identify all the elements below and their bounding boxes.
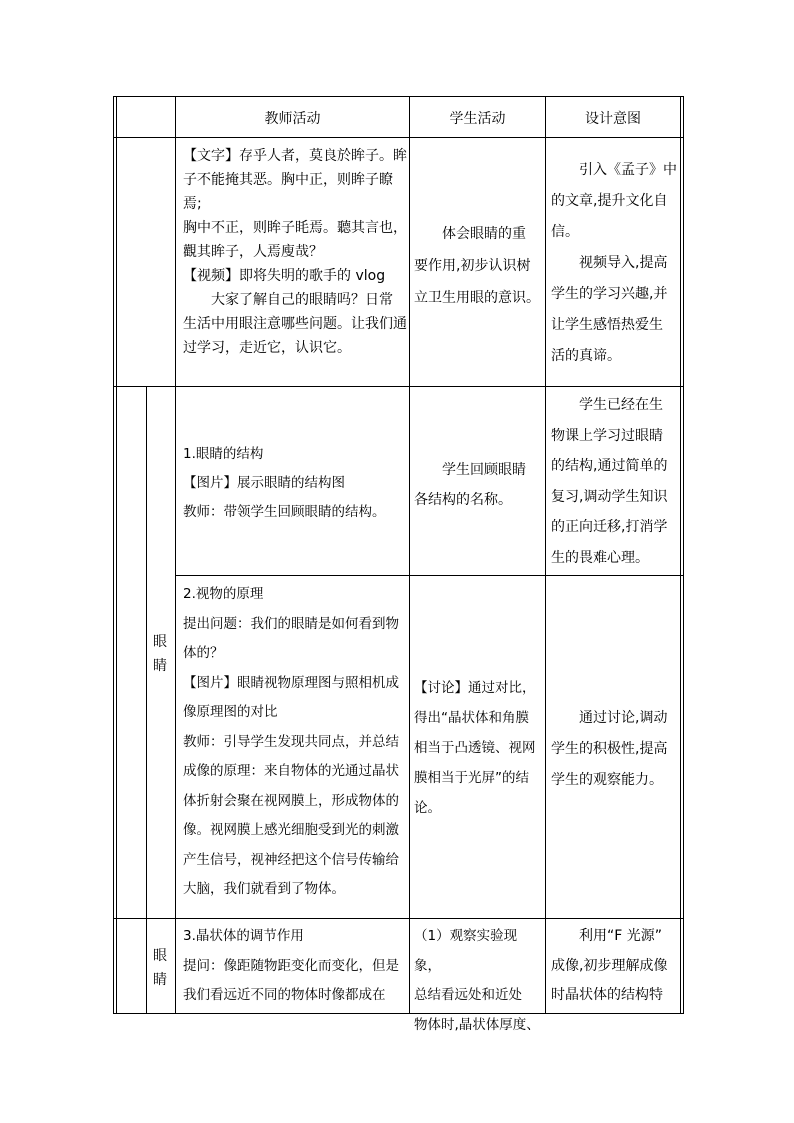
text-line: 学生的观察能力。	[551, 772, 663, 788]
text-line: 立卫生用眼的意识。	[414, 290, 540, 306]
text-line: 过学习，走近它，认识它。	[183, 340, 351, 356]
text-line: 体会眼睛的重	[414, 226, 526, 242]
text-line: 教师：带领学生回顾眼睛的结构。	[183, 504, 386, 520]
table-row-divider	[175, 575, 683, 576]
text-line: 学生的积极性,提高	[551, 741, 668, 757]
row3-student-activity	[414, 673, 544, 823]
text-line: 1.眼睛的结构	[183, 446, 264, 462]
table-row-divider	[113, 137, 683, 138]
text-line: 胸中不正，则眸子眊焉。聽其言也，	[183, 220, 407, 236]
text-line: 【图片】展示眼睛的结构图	[183, 475, 345, 491]
section-label-eyes: 眼 睛	[153, 948, 167, 988]
row2-student-activity	[414, 455, 544, 515]
column-divider-student	[409, 96, 410, 1014]
row1-design-intent	[551, 155, 679, 372]
text-line: 体折射会聚在视网膜上，形成物体的	[183, 792, 399, 809]
section-label-eyes: 眼 睛	[153, 634, 167, 674]
text-line: 2.视物的原理	[183, 586, 264, 602]
text-line: 子不能掩其恶。胸中正，则眸子瞭焉;	[183, 172, 393, 212]
text-line: 产生信号，视神经把这个信号传输给	[183, 851, 399, 868]
text-line: 通过讨论,调动	[551, 710, 668, 726]
text-line: 成像,初步理解成像	[551, 957, 668, 974]
text-line: 像。视网膜上感光细胞受到光的刺激	[183, 822, 399, 838]
text-line: 让学生感悟热爱生	[551, 317, 663, 333]
text-line: 3.晶状体的调节作用	[183, 928, 304, 944]
row3-design-intent	[551, 703, 679, 796]
text-line: 【图片】眼睛视物原理图与照相机成	[183, 674, 399, 691]
table-row-divider	[113, 386, 683, 387]
table-border-right	[680, 96, 681, 1014]
text-line: 的文章,提升文化自	[551, 193, 668, 209]
text-line: 物体时,晶状体厚度、	[414, 1016, 540, 1033]
text-line: 【视频】即将失明的歌手的 vlog	[183, 268, 386, 284]
text-line: 学生的学习兴趣,并	[551, 286, 668, 302]
text-line: （1）观察实验现象，	[414, 928, 518, 974]
text-line: 学生已经在生	[551, 397, 663, 413]
text-line: 提问：像距随物距变化而变化，但是	[183, 957, 399, 974]
text-line: 信。	[551, 224, 579, 240]
text-line: 时晶状体的结构特	[551, 987, 663, 1003]
text-line: 成像的原理：来自物体的光通过晶状	[183, 763, 399, 779]
table-border-right-outer	[683, 96, 684, 1014]
text-line: 要作用,初步认识树	[414, 258, 531, 274]
row2-teacher-activity	[183, 440, 408, 527]
text-line: 复习,调动学生知识	[551, 488, 668, 505]
text-line: 论。	[414, 800, 441, 816]
table-row-divider	[113, 918, 683, 919]
text-line: 活的真谛。	[551, 348, 621, 364]
table-border-bottom	[113, 1013, 683, 1014]
text-line: 生活中用眼注意哪些问题。让我们通	[183, 316, 407, 332]
text-line: 总结看远处和近处	[414, 987, 522, 1003]
text-line: 膜相当于光屏”的结	[414, 770, 529, 786]
text-line: 学生回顾眼睛	[414, 462, 526, 478]
text-line: 相当于凸透镜、视网	[414, 740, 536, 756]
header-design-intent: 设计意图	[585, 111, 641, 127]
column-divider-design	[545, 96, 546, 1014]
table-border-top	[113, 96, 683, 97]
text-line: 的正向迁移,打消学	[551, 519, 668, 535]
row1-student-activity	[414, 218, 544, 314]
row4-design-intent	[551, 922, 679, 1011]
text-line: 的结构,通过简单的	[551, 458, 668, 474]
text-line: 像原理图的对比	[183, 704, 278, 720]
text-line: 得出“晶状体和角膜	[414, 710, 529, 726]
section-column-divider	[146, 386, 147, 1013]
row2-design-intent	[551, 390, 679, 573]
text-line: 各结构的名称。	[414, 492, 512, 508]
text-line: 教师：引导学生发现共同点，并总结	[183, 733, 399, 750]
text-line: 觀其眸子，人焉廋哉？	[183, 244, 323, 260]
text-line: 视频导入,提高	[551, 255, 668, 271]
row1-teacher-activity	[183, 144, 408, 360]
header-student-activity: 学生活动	[449, 111, 506, 127]
text-line: 体的？	[183, 645, 224, 661]
text-line: 我们看远近不同的物体时像都成在	[183, 987, 386, 1003]
text-line: 【讨论】通过对比，	[414, 680, 536, 696]
text-line: 引入《孟子》中	[551, 162, 677, 178]
header-teacher-activity: 教师活动	[264, 111, 321, 127]
text-line: 生的畏难心理。	[551, 549, 649, 566]
text-line: 利用“F 光源”	[551, 928, 663, 944]
table-border-left	[113, 96, 114, 1014]
row4-teacher-activity	[183, 922, 408, 1011]
text-line: 大脑，我们就看到了物体。	[183, 881, 345, 897]
row3-teacher-activity	[183, 580, 408, 905]
text-line: 大家了解自己的眼睛吗？日常	[183, 292, 393, 308]
text-line: 【文字】存乎人者，莫良於眸子。眸	[183, 148, 407, 164]
row4-student-activity	[414, 922, 544, 1040]
table-border-left-inner	[116, 96, 117, 1014]
text-line: 物课上学习过眼睛	[551, 427, 663, 444]
column-divider-teacher	[175, 96, 176, 1014]
text-line: 提出问题：我们的眼睛是如何看到物	[183, 615, 399, 632]
